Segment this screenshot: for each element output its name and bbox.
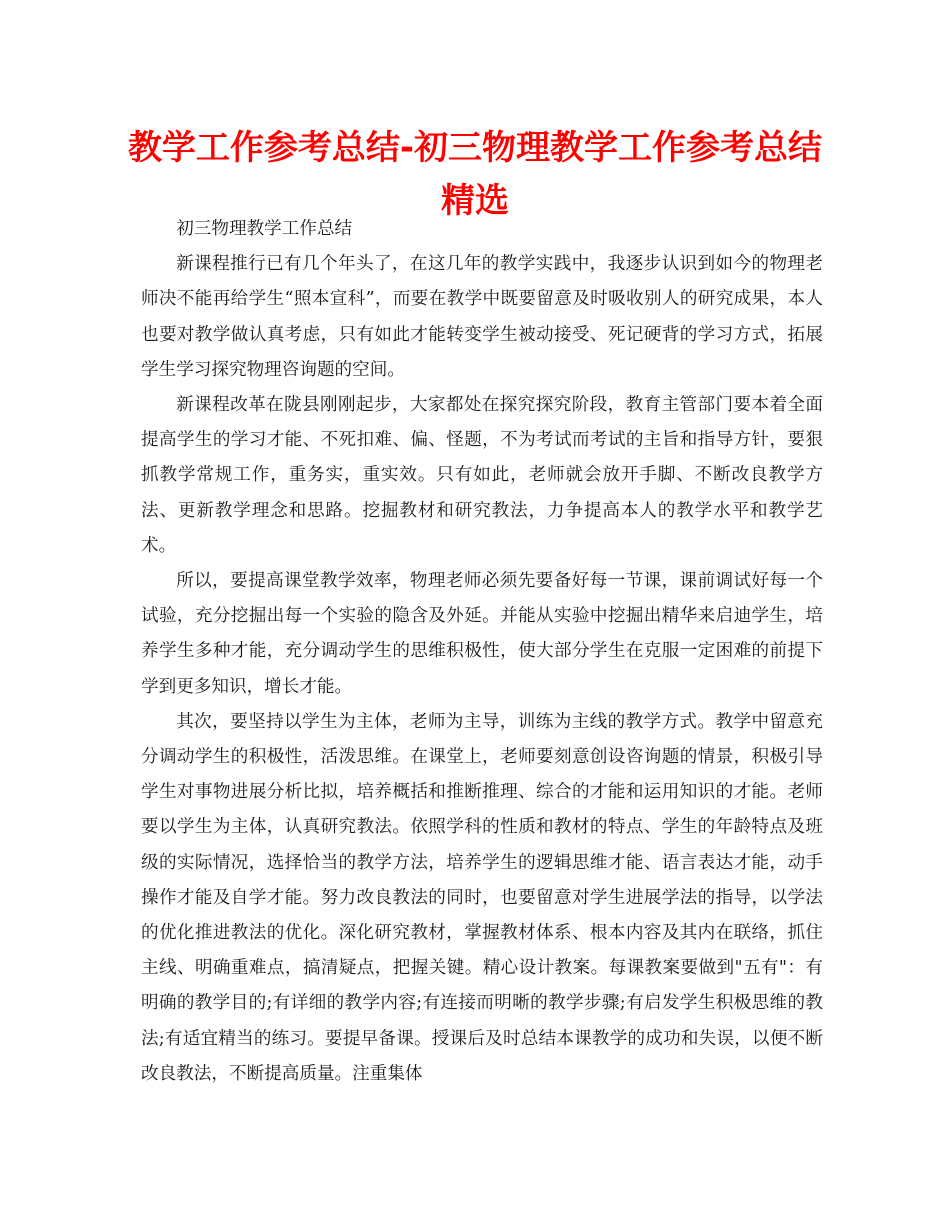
paragraph: 新课程推行已有几个年头了，在这几年的教学实践中，我逐步认识到如今的物理老师决不能再给学生“照本宣科”，而要在教学中既要留意及时吸收别人的研究成果，本人也要对教学做认真考虑，只有如此才能转变学生被动接受、死记硬背的学习方式，拓展学生学习探究物理咨询题的空间。 xyxy=(141,254,823,380)
paragraph: 新课程改革在陇县刚刚起步，大家都处在探究探究阶段，教育主管部门要本着全面提高学生的学习才能、不死扣难、偏、怪题，不为考试而考试的主旨和指导方针，要狠抓教学常规工作，重务实，重实效。只有如此，老师就会放开手脚、不断改良教学方法、更新教学理念和思路。挖掘教材和研究教法，力争提高本人的教学水平和教学艺术。 xyxy=(141,395,823,556)
paragraph: 其次，要坚持以学生为主体，老师为主导，训练为主线的教学方式。教学中留意充分调动学生的积极性，活泼思维。在课堂上，老师要刻意创设咨询题的情景，积极引导学生对事物进展分析比拟，培养概括和推断推理、综合的才能和运用知识的才能。老师要以学生为主体，认真研究教法。依照学科的性质和教材的特点、学生的年龄特点及班级的实际情况，选择恰当的教学方法，培养学生的逻辑思维才能、语言表达才能，动手操作才能及自学才能。努力改良教法的同时，也要留意对学生进展学法的指导，以学法的优化推进教法的优化。深化研究教材，掌握教材体系、根本内容及其内在联络，抓住主线、明确重难点，搞清疑点，把握关键。精心设计教案。每课教案要做到"五有"：有明确的教学目的;有详细的教学内容;有连接而明晰的教学步骤;有启发学生积极思维的教法;有适宜精当的练习。要提早备课。授课后及时总结本课教学的成功和失误，以便不断改良教法，不断提高质量。注重集体 xyxy=(141,711,823,1084)
paragraph: 所以，要提高课堂教学效率，物理老师必须先要备好每一节课，课前调试好每一个试验，充分挖掘出每一个实验的隐含及外延。并能从实验中挖掘出精华来启迪学生，培养学生多种才能，充分调动学生的思维积极性，使大部分学生在克服一定困难的前提下学到更多知识，增长才能。 xyxy=(141,571,823,697)
document-body xyxy=(141,212,823,1092)
document-subtitle: 初三物理教学工作总结 xyxy=(176,219,353,239)
document-title: 教学工作参考总结-初三物理教学工作参考总结精选 xyxy=(127,128,823,221)
